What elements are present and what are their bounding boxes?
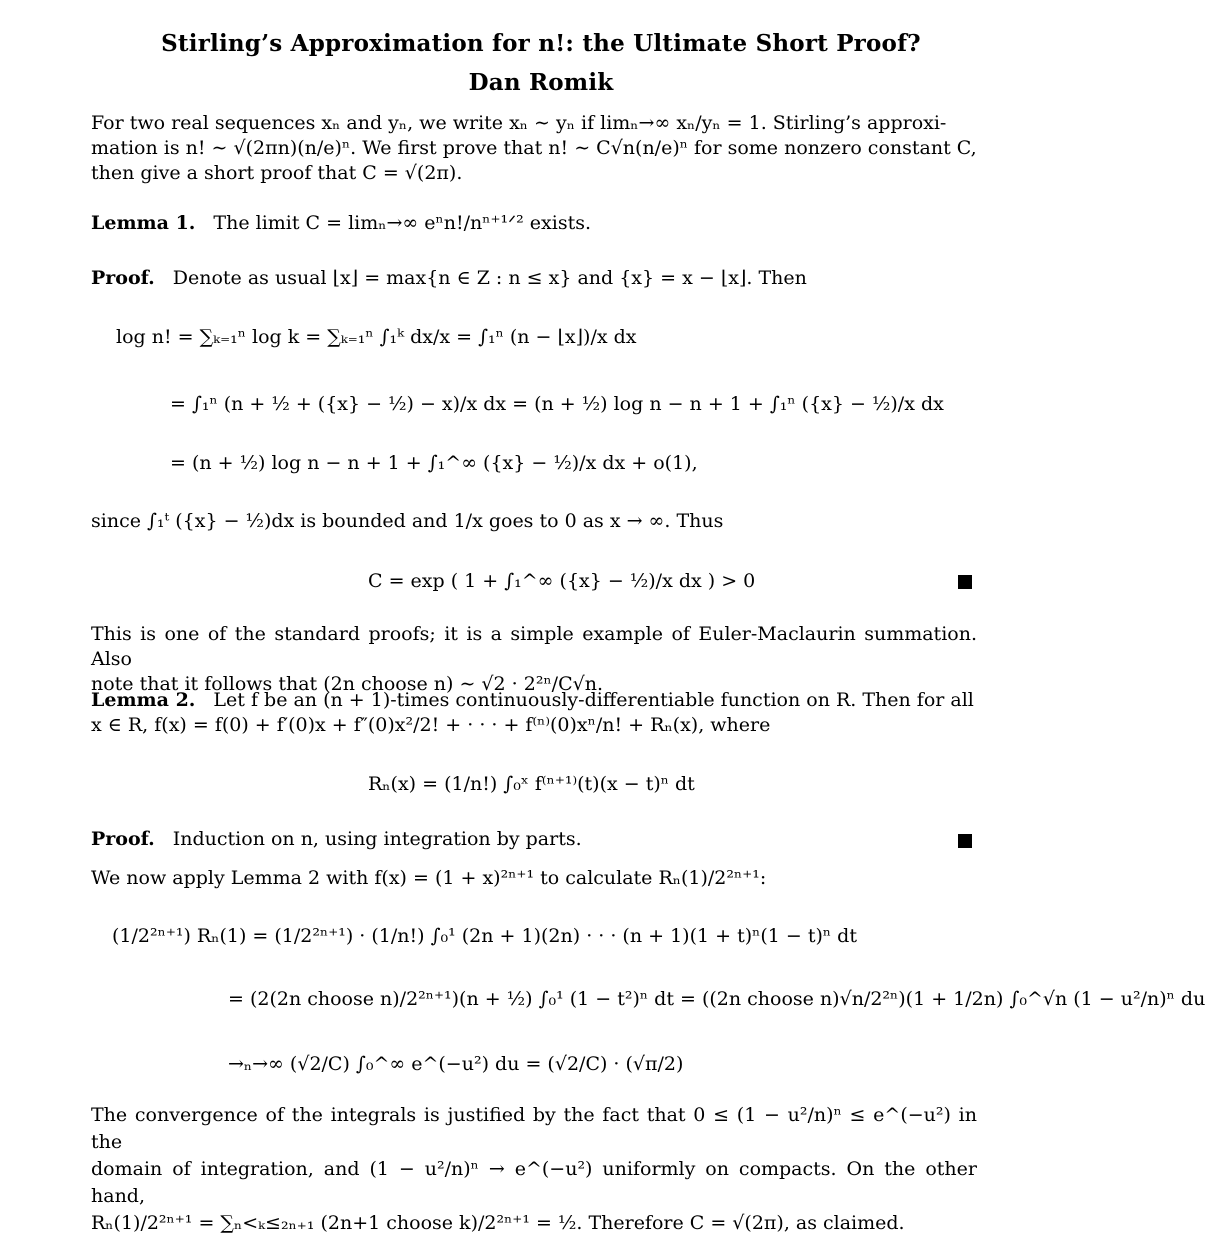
paper-author: Dan Romik [468, 69, 614, 96]
remark-line: note that it follows that (2n choose n) ∼ √2 · 2²ⁿ/C√n. [91, 673, 603, 695]
conclusion-line: domain of integration, and (1 − u²/n)ⁿ → e^(−u²) uniformly on compacts. On the other hand, [91, 1158, 977, 1207]
conclusion-line: Rₙ(1)/2²ⁿ⁺¹ = ∑ₙ<ₖ≤₂ₙ₊₁ (2n+1 choose k)/2²ⁿ⁺¹ = ½. Therefore C = √(2π), as claimed. [91, 1212, 905, 1234]
lemma-2 [91, 688, 977, 738]
intro-line: For two real sequences xₙ and yₙ, we write xₙ ∼ yₙ if limₙ→∞ xₙ/yₙ = 1. Stirling’s approxi- [91, 112, 947, 134]
since-sentence: since ∫₁ᵗ ({x} − ½)dx is bounded and 1/x goes to 0 as x → ∞. Thus [91, 510, 724, 532]
equation-log-factorial-line-3: = (n + ½) log n − n + 1 + ∫₁^∞ ({x} − ½)/x dx + o(1), [170, 452, 698, 474]
proof-1-text: Denote as usual ⌊x⌋ = max{n ∈ Z : n ≤ x} and {x} = x − ⌊x⌋. Then [172, 267, 807, 289]
equation-taylor-remainder: Rₙ(x) = (1/n!) ∫₀ˣ f⁽ⁿ⁺¹⁾(t)(x − t)ⁿ dt [368, 773, 695, 795]
equation-remainder-line-3: →ₙ→∞ (√2/C) ∫₀^∞ e^(−u²) du = (√2/C) · (√π/2) [228, 1053, 684, 1075]
remark-paragraph [91, 622, 977, 697]
apply-sentence: We now apply Lemma 2 with f(x) = (1 + x)²ⁿ⁺¹ to calculate Rₙ(1)/2²ⁿ⁺¹: [91, 867, 767, 889]
paper-title: Stirling’s Approximation for n!: the Ultimate Short Proof? [161, 30, 921, 57]
equation-remainder-line-2: = (2(2n choose n)/2²ⁿ⁺¹)(n + ½) ∫₀¹ (1 − t²)ⁿ dt = ((2n choose n)√n/2²ⁿ)(1 + 1/2n) ∫₀^√n (1 − u²/n)ⁿ du [228, 988, 1205, 1010]
intro-paragraph [91, 111, 977, 186]
remark-line: This is one of the standard proofs; it is a simple example of Euler-Maclaurin summation. Also [91, 623, 977, 670]
lemma-2-line: x ∈ R, f(x) = f(0) + f′(0)x + f″(0)x²/2! + · · · + f⁽ⁿ⁾(0)xⁿ/n! + Rₙ(x), where [91, 714, 771, 736]
proof-2 [91, 827, 977, 852]
conclusion-paragraph [91, 1102, 977, 1237]
intro-line: then give a short proof that C = √(2π). [91, 162, 463, 184]
equation-log-factorial-line-1: log n! = ∑ₖ₌₁ⁿ log k = ∑ₖ₌₁ⁿ ∫₁ᵏ dx/x = ∫₁ⁿ (n − ⌊x⌋)/x dx [116, 326, 637, 348]
qed-square [958, 575, 972, 589]
proof-1 [91, 266, 977, 291]
lemma-1-label: Lemma 1. [91, 212, 196, 234]
qed-square [958, 834, 972, 848]
equation-remainder-line-1: (1/2²ⁿ⁺¹) Rₙ(1) = (1/2²ⁿ⁺¹) · (1/n!) ∫₀¹ (2n + 1)(2n) · · · (n + 1)(1 + t)ⁿ(1 − t)ⁿ dt [112, 925, 857, 947]
proof-1-label: Proof. [91, 267, 155, 289]
lemma-1 [91, 211, 977, 236]
lemma-2-line: Let f be an (n + 1)-times continuously-differentiable function on R. Then for all [213, 689, 974, 711]
conclusion-line: The convergence of the integrals is justified by the fact that 0 ≤ (1 − u²/n)ⁿ ≤ e^(−u²) in the [91, 1104, 977, 1153]
lemma-2-label: Lemma 2. [91, 689, 196, 711]
intro-line: mation is n! ∼ √(2πn)(n/e)ⁿ. We first prove that n! ∼ C√n(n/e)ⁿ for some nonzero constant C, [91, 137, 977, 159]
proof-2-label: Proof. [91, 828, 155, 850]
proof-2-text: Induction on n, using integration by parts. [172, 828, 582, 850]
lemma-1-statement: The limit C = limₙ→∞ eⁿn!/nⁿ⁺¹ᐟ² exists. [213, 212, 592, 234]
equation-constant-c: C = exp ( 1 + ∫₁^∞ ({x} − ½)/x dx ) > 0 [368, 570, 756, 592]
equation-log-factorial-line-2: = ∫₁ⁿ (n + ½ + ({x} − ½) − x)/x dx = (n + ½) log n − n + 1 + ∫₁ⁿ ({x} − ½)/x dx [170, 393, 944, 415]
